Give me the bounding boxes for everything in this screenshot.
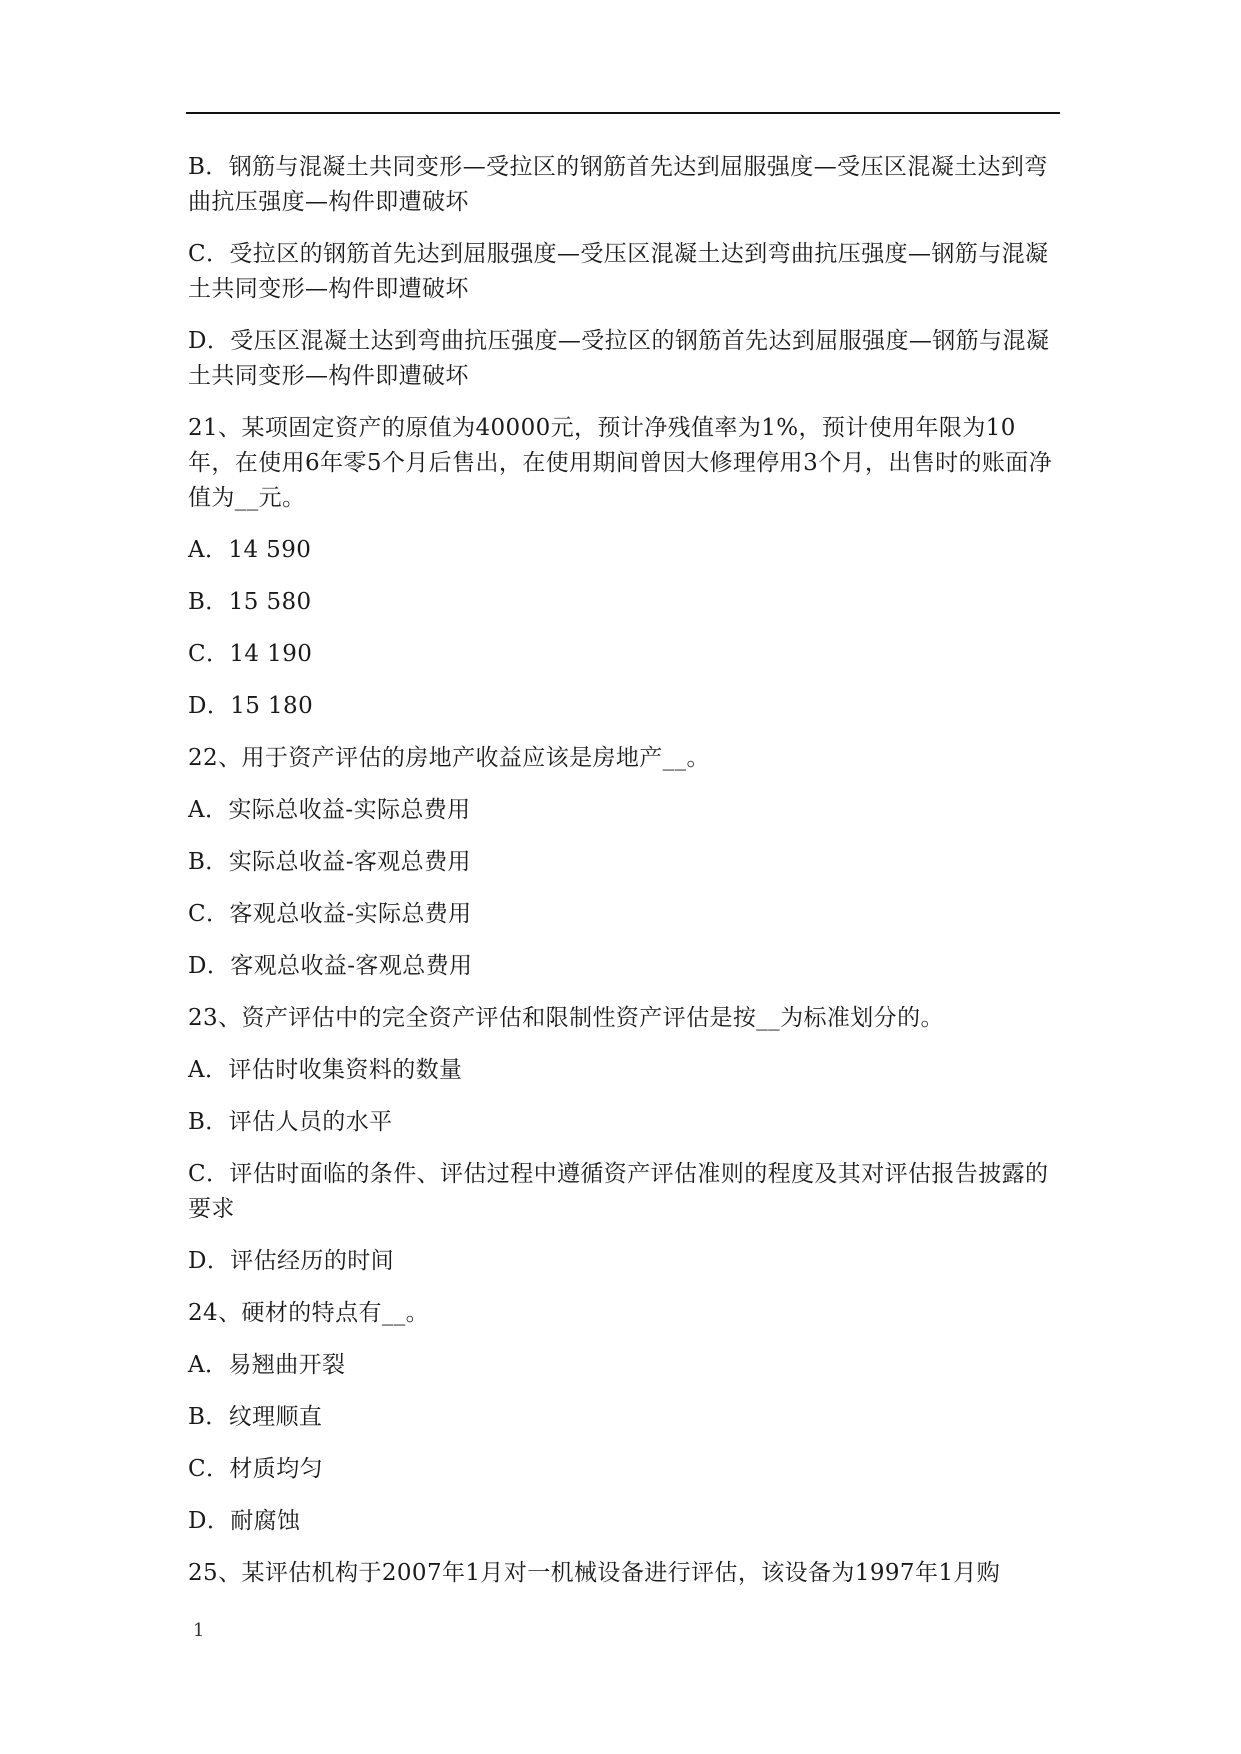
document-body: [188, 150, 1060, 1608]
page-number: 1: [193, 1620, 205, 1641]
option-text: D．受压区混凝土达到弯曲抗压强度—受拉区的钢筋首先达到屈服强度—钢筋与混凝土共同变形—构件即遭破坏: [188, 328, 1050, 389]
option-text: A．14 590: [188, 537, 312, 563]
option-text: A．实际总收益-实际总费用: [188, 797, 471, 823]
header-rule: [186, 112, 1060, 114]
question-25: 25、某评估机构于2007年1月对一机械设备进行评估，该设备为1997年1月购: [188, 1560, 1001, 1586]
option-text: C．评估时面临的条件、评估过程中遵循资产评估准则的程度及其对评估报告披露的要求: [188, 1161, 1049, 1222]
question-21: 21、某项固定资产的原值为40000元，预计净残值率为1%，预计使用年限为10年，在使用6年零5个月后售出，在使用期间曾因大修理停用3个月，出售时的账面净值为__元。: [188, 415, 1053, 511]
option-text: C．受拉区的钢筋首先达到屈服强度—受压区混凝土达到弯曲抗压强度—钢筋与混凝土共同变形—构件即遭破坏: [188, 241, 1049, 302]
option-text: D．耐腐蚀: [188, 1508, 301, 1534]
option-text: B．15 580: [188, 589, 312, 615]
option-text: D．客观总收益-客观总费用: [188, 953, 473, 979]
option-text: B．评估人员的水平: [188, 1109, 393, 1135]
option-text: C．14 190: [188, 641, 313, 667]
option-text: B．纹理顺直: [188, 1404, 323, 1430]
option-text: D．评估经历的时间: [188, 1248, 395, 1274]
question-23: 23、资产评估中的完全资产评估和限制性资产评估是按__为标准划分的。: [188, 1005, 944, 1031]
option-text: A．评估时收集资料的数量: [188, 1057, 463, 1083]
option-text: D．15 180: [188, 693, 314, 719]
question-22: 22、用于资产评估的房地产收益应该是房地产__。: [188, 745, 710, 771]
option-text: A．易翘曲开裂: [188, 1352, 346, 1378]
option-text: C．材质均匀: [188, 1456, 323, 1482]
option-text: B．实际总收益-客观总费用: [188, 849, 471, 875]
option-text: C．客观总收益-实际总费用: [188, 901, 472, 927]
question-24: 24、硬材的特点有__。: [188, 1300, 430, 1326]
option-text: B．钢筋与混凝土共同变形—受拉区的钢筋首先达到屈服强度—受压区混凝土达到弯曲抗压强度—构件即遭破坏: [188, 154, 1048, 215]
